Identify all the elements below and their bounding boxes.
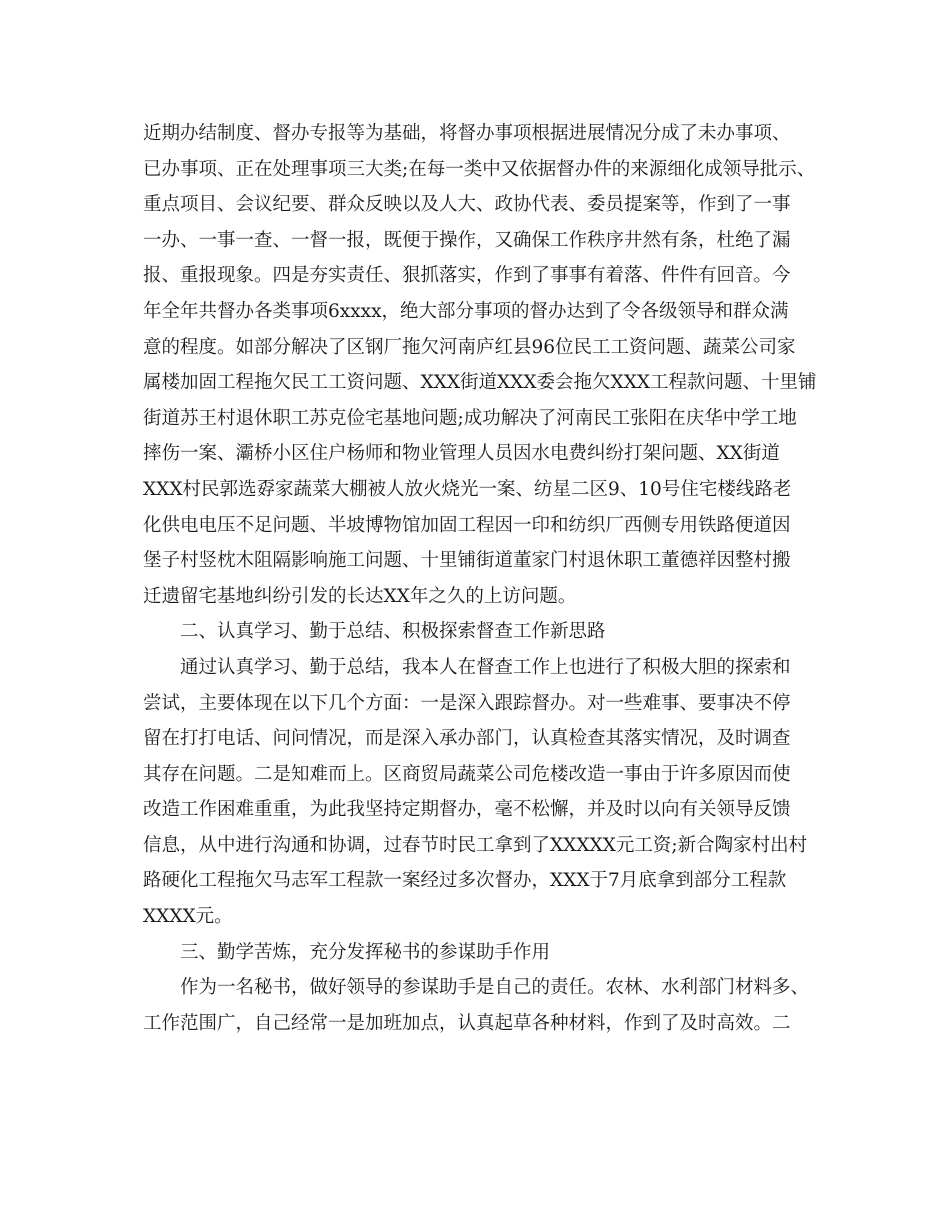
text-line: 迁遗留宅基地纠纷引发的长达XX年之久的上访问题。 [143, 585, 577, 607]
text-line: 改造工作困难重重，为此我坚持定期督办，毫不松懈，并及时以向有关领导反馈 [143, 799, 791, 821]
text-line: 属楼加固工程拖欠民工工资问题、XXX街道XXX委会拖欠XXX工程款问题、十里铺 [143, 372, 817, 394]
text-line: 其存在问题。二是知难而上。区商贸局蔬菜公司危楼改造一事由于许多原因而使 [143, 763, 791, 785]
text-line: 堡子村竖枕木阻隔影响施工问题、十里铺街道董家门村退休职工董德祥因整村搬 [143, 550, 791, 572]
text-line: 已办事项、正在处理事项三大类;在每一类中又依据督办件的来源细化成领导批示、 [143, 158, 816, 180]
text-line: 报、重报现象。四是夯实责任、狠抓落实，作到了事事有着落、件件有回音。今 [143, 265, 791, 287]
text-line: XXXX元。 [143, 906, 233, 928]
text-line: 重点项目、会议纪要、群众反映以及人大、政协代表、委员提案等，作到了一事 [143, 194, 791, 216]
text-line: 年全年共督办各类事项6xxxx，绝大部分事项的督办达到了令各级领导和群众满 [143, 300, 789, 322]
text-line: 一办、一事一查、一督一报，既便于操作，又确保工作秩序井然有条，杜绝了漏 [143, 229, 791, 251]
text-line: 信息，从中进行沟通和协调，过春节时民工拿到了XXXXX元工资;新合陶家村出村 [143, 834, 808, 856]
text-line: 近期办结制度、督办专报等为基础，将督办事项根据进展情况分成了未办事项、 [143, 123, 791, 144]
text-line: 摔伤一案、灞桥小区住户杨师和物业管理人员因水电费纠纷打架问题、XX街道 [143, 443, 780, 465]
section-heading: 二、认真学习、勤于总结、积极探索督查工作新思路 [180, 621, 606, 643]
text-line: XXX村民郭选孬家蔬菜大棚被人放火烧光一案、纺星二区9、10号住宅楼线路老 [143, 478, 792, 500]
text-line: 化供电电压不足问题、半坡博物馆加固工程因一印和纺织厂西侧专用铁路便道因 [143, 514, 791, 536]
text-line: 路硬化工程拖欠马志军工程款一案经过多次督办，XXX于7月底拿到部分工程款 [143, 870, 787, 892]
text-line: 意的程度。如部分解决了区钢厂拖欠河南庐红县96位民工工资问题、蔬菜公司家 [143, 336, 796, 358]
document-body [143, 116, 823, 1041]
text-line: 留在打打电话、问问情况，而是深入承办部门，认真检查其落实情况，及时调查 [143, 728, 791, 750]
text-line: 工作范围广，自己经常一是加班加点，认真起草各种材料，作到了及时高效。二 [143, 1012, 791, 1034]
text-line: 尝试，主要体现在以下几个方面：一是深入跟踪督办。对一些难事、要事决不停 [143, 692, 791, 714]
section-heading: 三、勤学苦炼，充分发挥秘书的参谋助手作用 [180, 941, 551, 963]
text-line: 通过认真学习、勤于总结，我本人在督查工作上也进行了积极大胆的探索和 [180, 656, 791, 678]
text-line: 街道苏王村退休职工苏克俭宅基地问题;成功解决了河南民工张阳在庆华中学工地 [143, 407, 797, 429]
text-line: 作为一名秘书，做好领导的参谋助手是自己的责任。农林、水利部门材料多、 [180, 977, 810, 999]
